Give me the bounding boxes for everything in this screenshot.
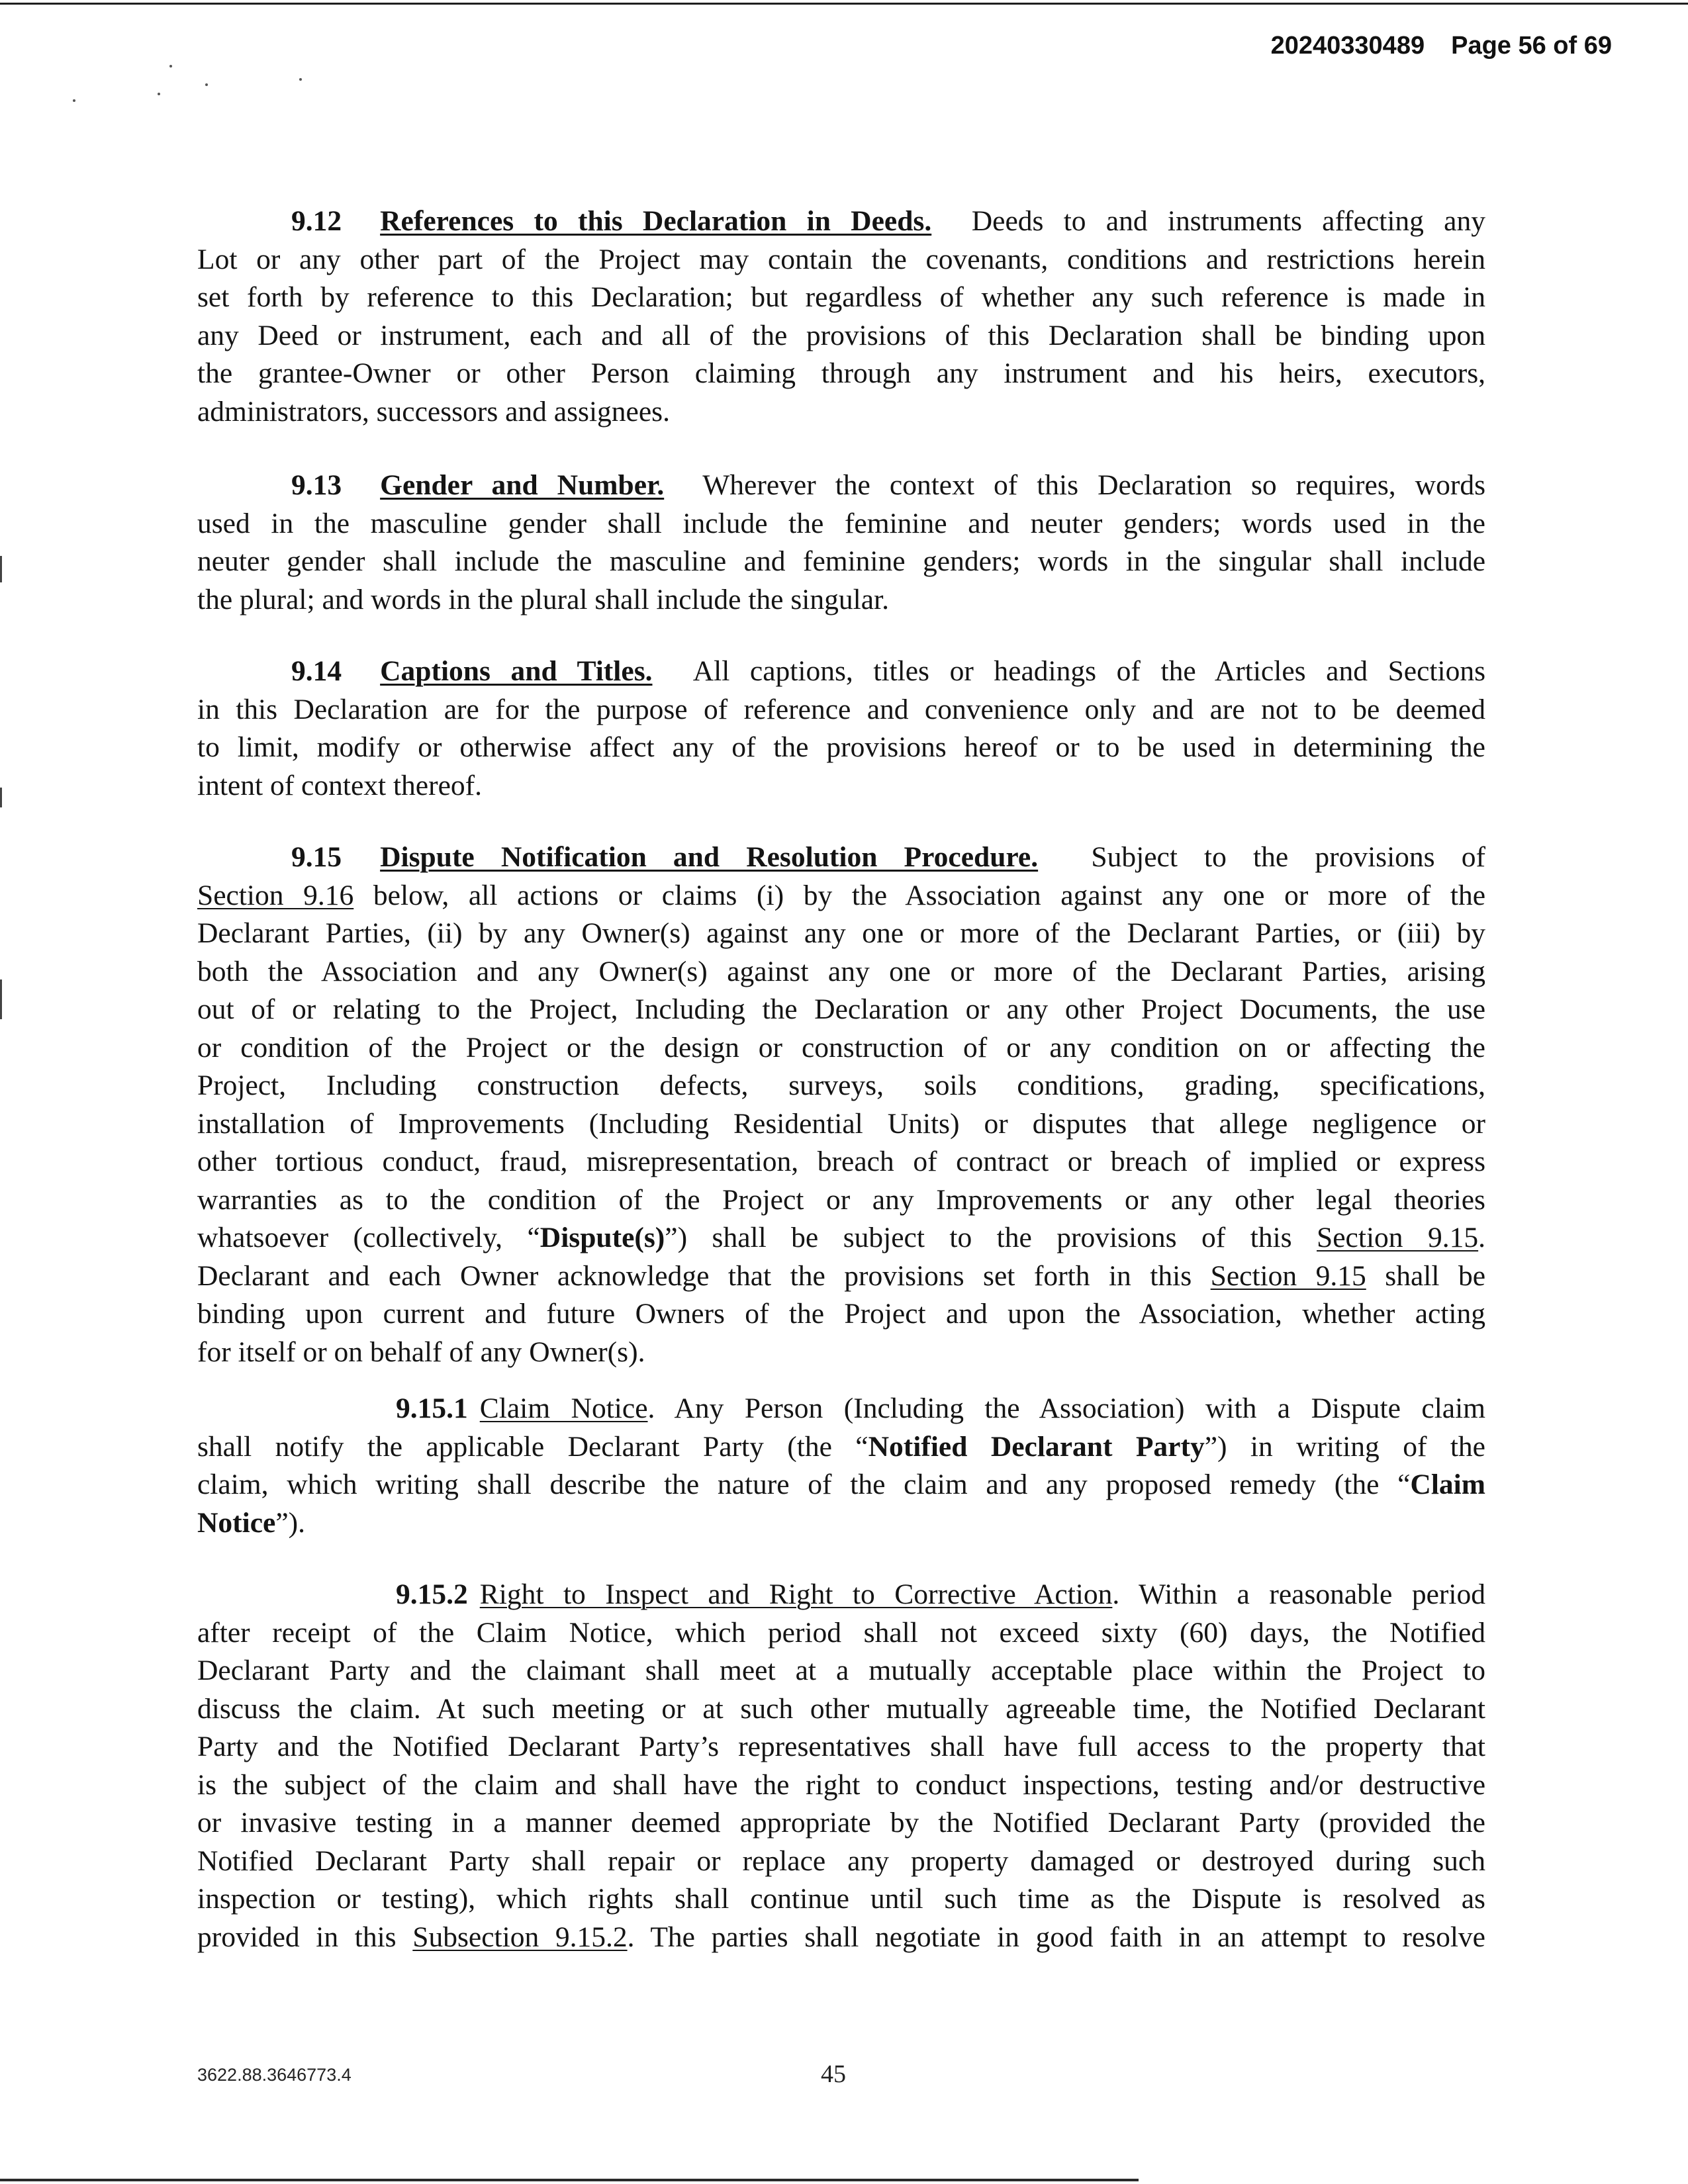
text-line: inspection or testing), which rights shall continue until such time as the Dispute is resolved as	[197, 1883, 1485, 1915]
text-line: set forth by reference to this Declaration; but regardless of whether any such reference is made in	[197, 281, 1485, 313]
section-reference-link[interactable]: Section 9.15	[1317, 1222, 1479, 1253]
text-fragment: ”) in writing of the	[1204, 1430, 1485, 1463]
text-line: . Any Person (Including the Association) with a Dispute claim	[647, 1392, 1486, 1424]
text-line: used in the masculine gender shall include the feminine and neuter genders; words used in the	[197, 507, 1485, 539]
defined-term: Notice	[197, 1506, 276, 1539]
defined-term: Claim	[1410, 1469, 1485, 1500]
text-fragment: ”) shall be subject to the provisions of this	[665, 1222, 1292, 1253]
section-9-15-1	[197, 1390, 1485, 1542]
text-line: discuss the claim. At such meeting or at such other mutually agreeable time, the Notified Declarant	[197, 1692, 1485, 1725]
text-line: below, all actions or claims (i) by the Association against any one or more of the	[373, 879, 1486, 911]
scan-edge-mark	[0, 788, 2, 807]
section-number: 9.15.1	[396, 1392, 468, 1424]
text-line: binding upon current and future Owners of the Project and upon the Association, whether acting	[197, 1298, 1485, 1330]
text-line: Declarant Party and the claimant shall meet at a mutually acceptable place within the Project to	[197, 1655, 1485, 1686]
section-9-13	[197, 467, 1485, 619]
text-line: Lot or any other part of the Project may contain the covenants, conditions and restrictions herein	[197, 243, 1485, 275]
text-line: intent of context thereof.	[197, 769, 483, 801]
text-line: Project, Including construction defects, surveys, soils conditions, grading, specifications,	[197, 1069, 1485, 1101]
defined-term: Notified Declarant Party	[868, 1430, 1205, 1463]
text-line: administrators, successors and assignees.	[197, 395, 670, 428]
text-line: the grantee-Owner or other Person claiming through any instrument and his heirs, executors,	[197, 357, 1485, 389]
text-line: Wherever the context of this Declaration so requires, words	[702, 469, 1486, 501]
scan-speck	[73, 99, 75, 102]
text-line: in this Declaration are for the purpose of reference and convenience only and are not to be deemed	[197, 693, 1485, 725]
text-line: Party and the Notified Declarant Party’s representatives shall have full access to the property that	[197, 1731, 1485, 1762]
text-line: to limit, modify or otherwise affect any of the provisions hereof or to be used in determining the	[197, 731, 1485, 763]
scan-edge-mark	[0, 979, 2, 1019]
document-number: 20240330489	[1270, 32, 1425, 60]
text-line: . Within a reasonable period	[1112, 1578, 1485, 1610]
text-line: installation of Improvements (Including Residential Units) or disputes that allege negligence or	[197, 1107, 1485, 1140]
text-fragment: ”).	[275, 1506, 306, 1539]
text-line: Declarant Parties, (ii) by any Owner(s) against any one or more of the Declarant Parties, or (iii) by	[197, 917, 1485, 949]
section-reference-link[interactable]: Section 9.15	[1210, 1259, 1366, 1292]
scan-speck	[169, 65, 172, 68]
section-reference-link[interactable]: Section 9.16	[197, 879, 354, 911]
text-fragment: provided in this	[197, 1921, 397, 1953]
footer-document-id: 3622.88.3646773.4	[197, 2065, 352, 2085]
text-line: Notified Declarant Party shall repair or replace any property damaged or destroyed during such	[197, 1844, 1485, 1877]
text-line: for itself or on behalf of any Owner(s).	[197, 1336, 645, 1368]
section-heading: Dispute Notification and Resolution Procedure.	[380, 841, 1039, 873]
text-line: both the Association and any Owner(s) against any one or more of the Declarant Parties, arising	[197, 955, 1485, 987]
section-9-14	[197, 653, 1485, 805]
subsection-heading: Claim Notice	[479, 1392, 648, 1424]
bottom-border-line	[0, 2179, 1139, 2181]
text-line: the plural; and words in the plural shall include the singular.	[197, 583, 889, 615]
section-number: 9.15.2	[396, 1578, 468, 1610]
section-heading: Gender and Number.	[380, 469, 665, 501]
section-9-12	[197, 203, 1485, 431]
text-line: is the subject of the claim and shall have the right to conduct inspections, testing and/or destructive	[197, 1768, 1485, 1801]
text-line: Deeds to and instruments affecting any	[971, 205, 1485, 237]
section-9-15	[197, 839, 1485, 1371]
text-fragment: Declarant and each Owner acknowledge that the provisions set forth in this	[197, 1259, 1192, 1292]
subsection-heading: Right to Inspect and Right to Corrective Action	[479, 1578, 1113, 1610]
section-9-15-2	[197, 1576, 1485, 1956]
section-reference-link[interactable]: Subsection 9.15.2	[412, 1921, 628, 1953]
scan-edge-mark	[0, 556, 2, 582]
text-fragment: whatsoever (collectively, “	[197, 1222, 540, 1253]
page-header	[1271, 32, 1612, 60]
footer-page-number: 45	[821, 2060, 846, 2088]
text-line: warranties as to the condition of the Project or any Improvements or any other legal theories	[197, 1183, 1485, 1216]
text-line: Subject to the provisions of	[1091, 841, 1485, 873]
text-fragment: . The parties shall negotiate in good faith in an attempt to resolve	[627, 1921, 1485, 1953]
scan-speck	[205, 83, 208, 86]
text-line: other tortious conduct, fraud, misrepresentation, breach of contract or breach of implied or express	[197, 1146, 1485, 1177]
text-fragment: .	[1478, 1222, 1485, 1253]
text-line: All captions, titles or headings of the Articles and Sections	[692, 655, 1486, 687]
text-line: or condition of the Project or the design or construction of or any condition on or affecting the	[197, 1031, 1485, 1064]
page-of-label: Page 56 of 69	[1451, 32, 1612, 60]
text-fragment: claim, which writing shall describe the nature of the claim and any proposed remedy (the “	[197, 1469, 1411, 1500]
defined-term: Dispute(s)	[539, 1222, 665, 1253]
section-heading: References to this Declaration in Deeds.	[380, 205, 932, 237]
text-fragment: shall be	[1385, 1259, 1486, 1292]
text-line: any Deed or instrument, each and all of the provisions of this Declaration shall be binding upon	[197, 319, 1485, 351]
text-line: out of or relating to the Project, Including the Declaration or any other Project Documents, the use	[197, 993, 1485, 1025]
text-fragment: shall notify the applicable Declarant Party (the “	[197, 1430, 868, 1463]
text-line: or invasive testing in a manner deemed appropriate by the Notified Declarant Party (provided the	[197, 1807, 1485, 1839]
section-number: 9.13	[291, 469, 342, 501]
section-number: 9.14	[291, 655, 342, 687]
scan-speck	[299, 78, 302, 81]
section-number: 9.12	[291, 205, 342, 237]
text-line: after receipt of the Claim Notice, which period shall not exceed sixty (60) days, the Notified	[197, 1616, 1485, 1649]
scan-speck	[158, 93, 160, 95]
text-line: neuter gender shall include the masculine and feminine genders; words in the singular shall include	[197, 545, 1485, 577]
section-number: 9.15	[291, 841, 342, 873]
top-border-line	[0, 3, 1688, 5]
section-heading: Captions and Titles.	[380, 655, 653, 687]
